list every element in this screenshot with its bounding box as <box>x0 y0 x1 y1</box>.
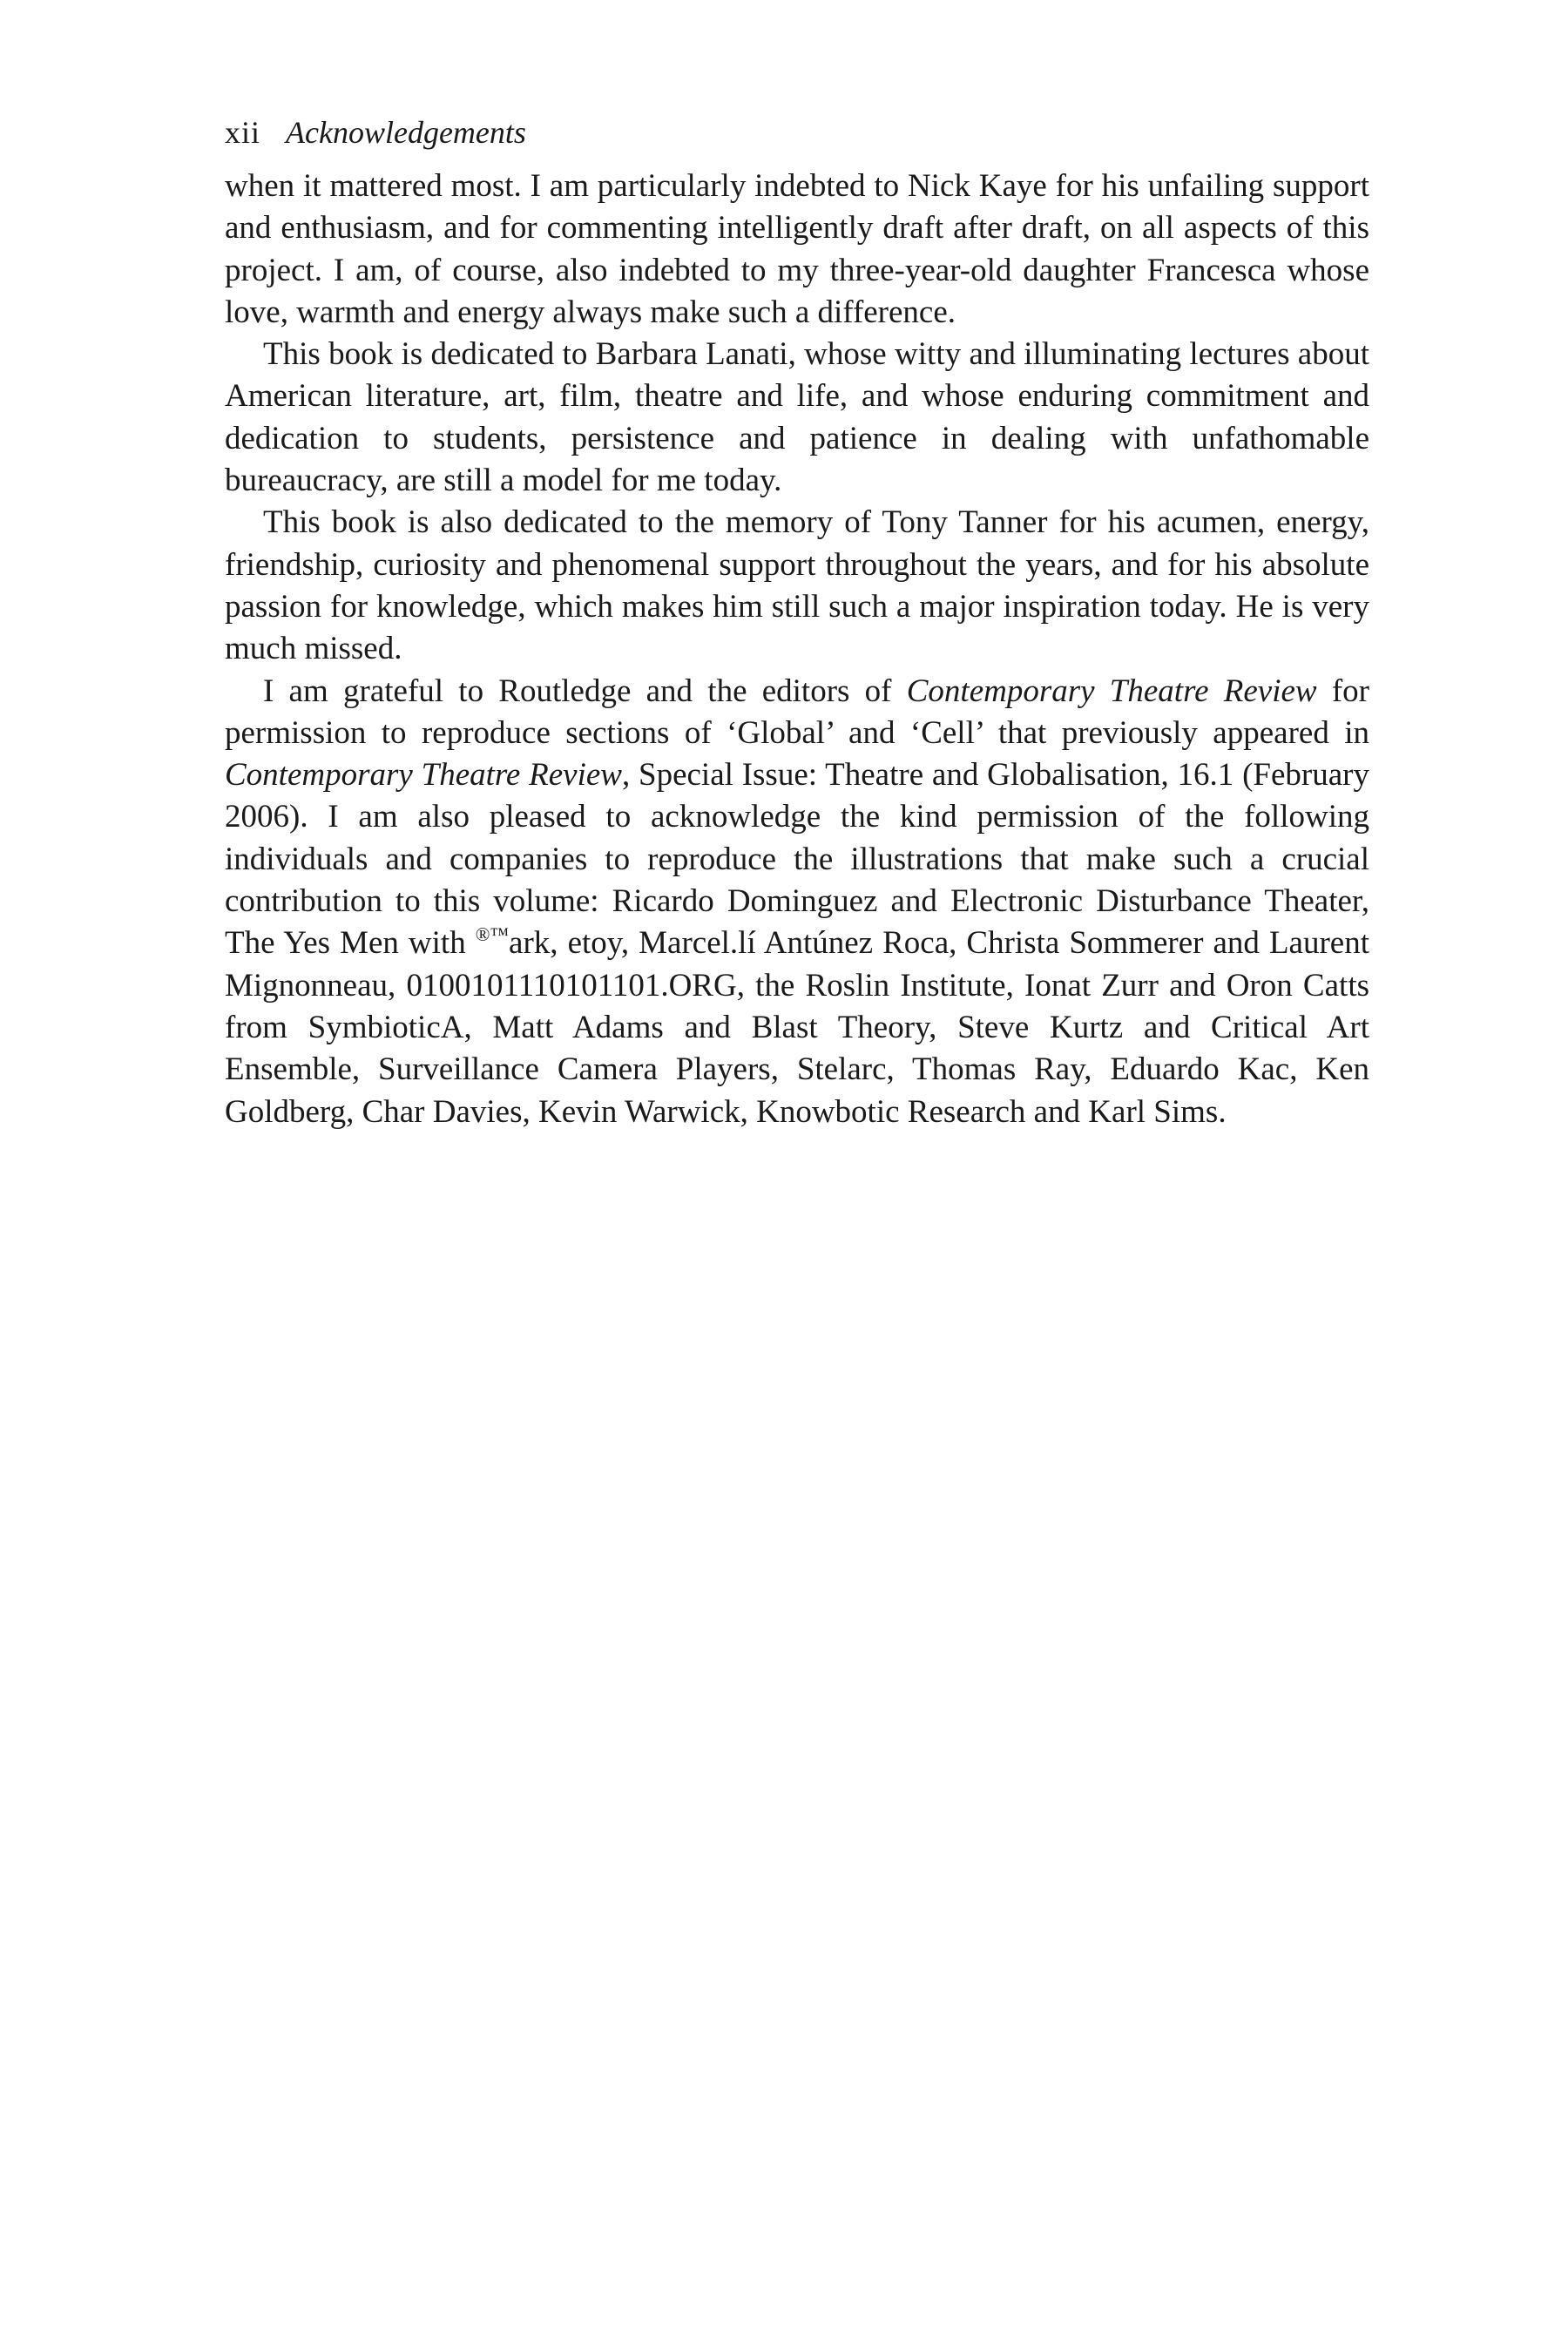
text-segment: for permission to reproduce sections of ‘Global’ and ‘Cell’ that previously appeared in <box>225 672 1369 751</box>
text-segment: , Special Issue: Theatre and Globalisation, 16.1 (February 2006). I am also pleased to acknowledge the kind permission of the following individuals and companies to reproduce the illustrations that make such a crucial contribution to this volume: Ricardo Dominguez and Electronic Disturbance Theater, The Yes Men with <box>225 757 1369 962</box>
text-segment: ark, etoy, Marcel.lí Antúnez Roca, Christa Sommerer and Laurent Mignonneau, 0100101110101101.ORG, the Roslin Institute, Ionat Zurr and Oron Catts from SymbioticA, Matt Adams and Blast Theory, Steve Kurtz and Critical Art Ensemble, Surveillance Camera Players, Stelarc, Thomas Ray, Eduardo Kac, Ken Goldberg, Char Davies, Kevin Warwick, Knowbotic Research and Karl Sims. <box>225 925 1370 1130</box>
text-segment: I am grateful to Routledge and the editors of <box>263 672 907 709</box>
paragraph-dedication-tanner: This book is also dedicated to the memory of Tony Tanner for his acumen, energy, friendship, curiosity and phenomenal support throughout the years, and for his absolute passion for knowledge, which makes him still such a major inspiration today. He is very much missed. <box>225 504 1369 667</box>
trademark-superscript: ®™ <box>475 923 510 946</box>
journal-title: Contemporary Theatre Review <box>225 757 622 794</box>
book-page <box>225 112 1369 1133</box>
paragraph-permissions <box>225 671 1369 1133</box>
running-head <box>225 112 1369 153</box>
paragraph-dedication-lanati: This book is dedicated to Barbara Lanati, whose witty and illuminating lectures about American literature, art, film, theatre and life, and whose enduring commitment and dedication to students, persistence and patience in dealing with unfathomable bureaucracy, are still a model for me today. <box>225 336 1369 499</box>
paragraph-continued: when it mattered most. I am particularly indebted to Nick Kaye for his unfailing support and enthusiasm, and for commenting intelligently draft after draft, on all aspects of this project. I am, of course, also indebted to my three-year-old daughter Francesca whose love, warmth and energy always make such a difference. <box>225 168 1369 330</box>
journal-title: Contemporary Theatre Review <box>906 672 1317 709</box>
acknowledgements-body <box>225 166 1369 1133</box>
page-number: xii <box>225 115 261 150</box>
running-head-title: Acknowledgements <box>286 115 526 150</box>
